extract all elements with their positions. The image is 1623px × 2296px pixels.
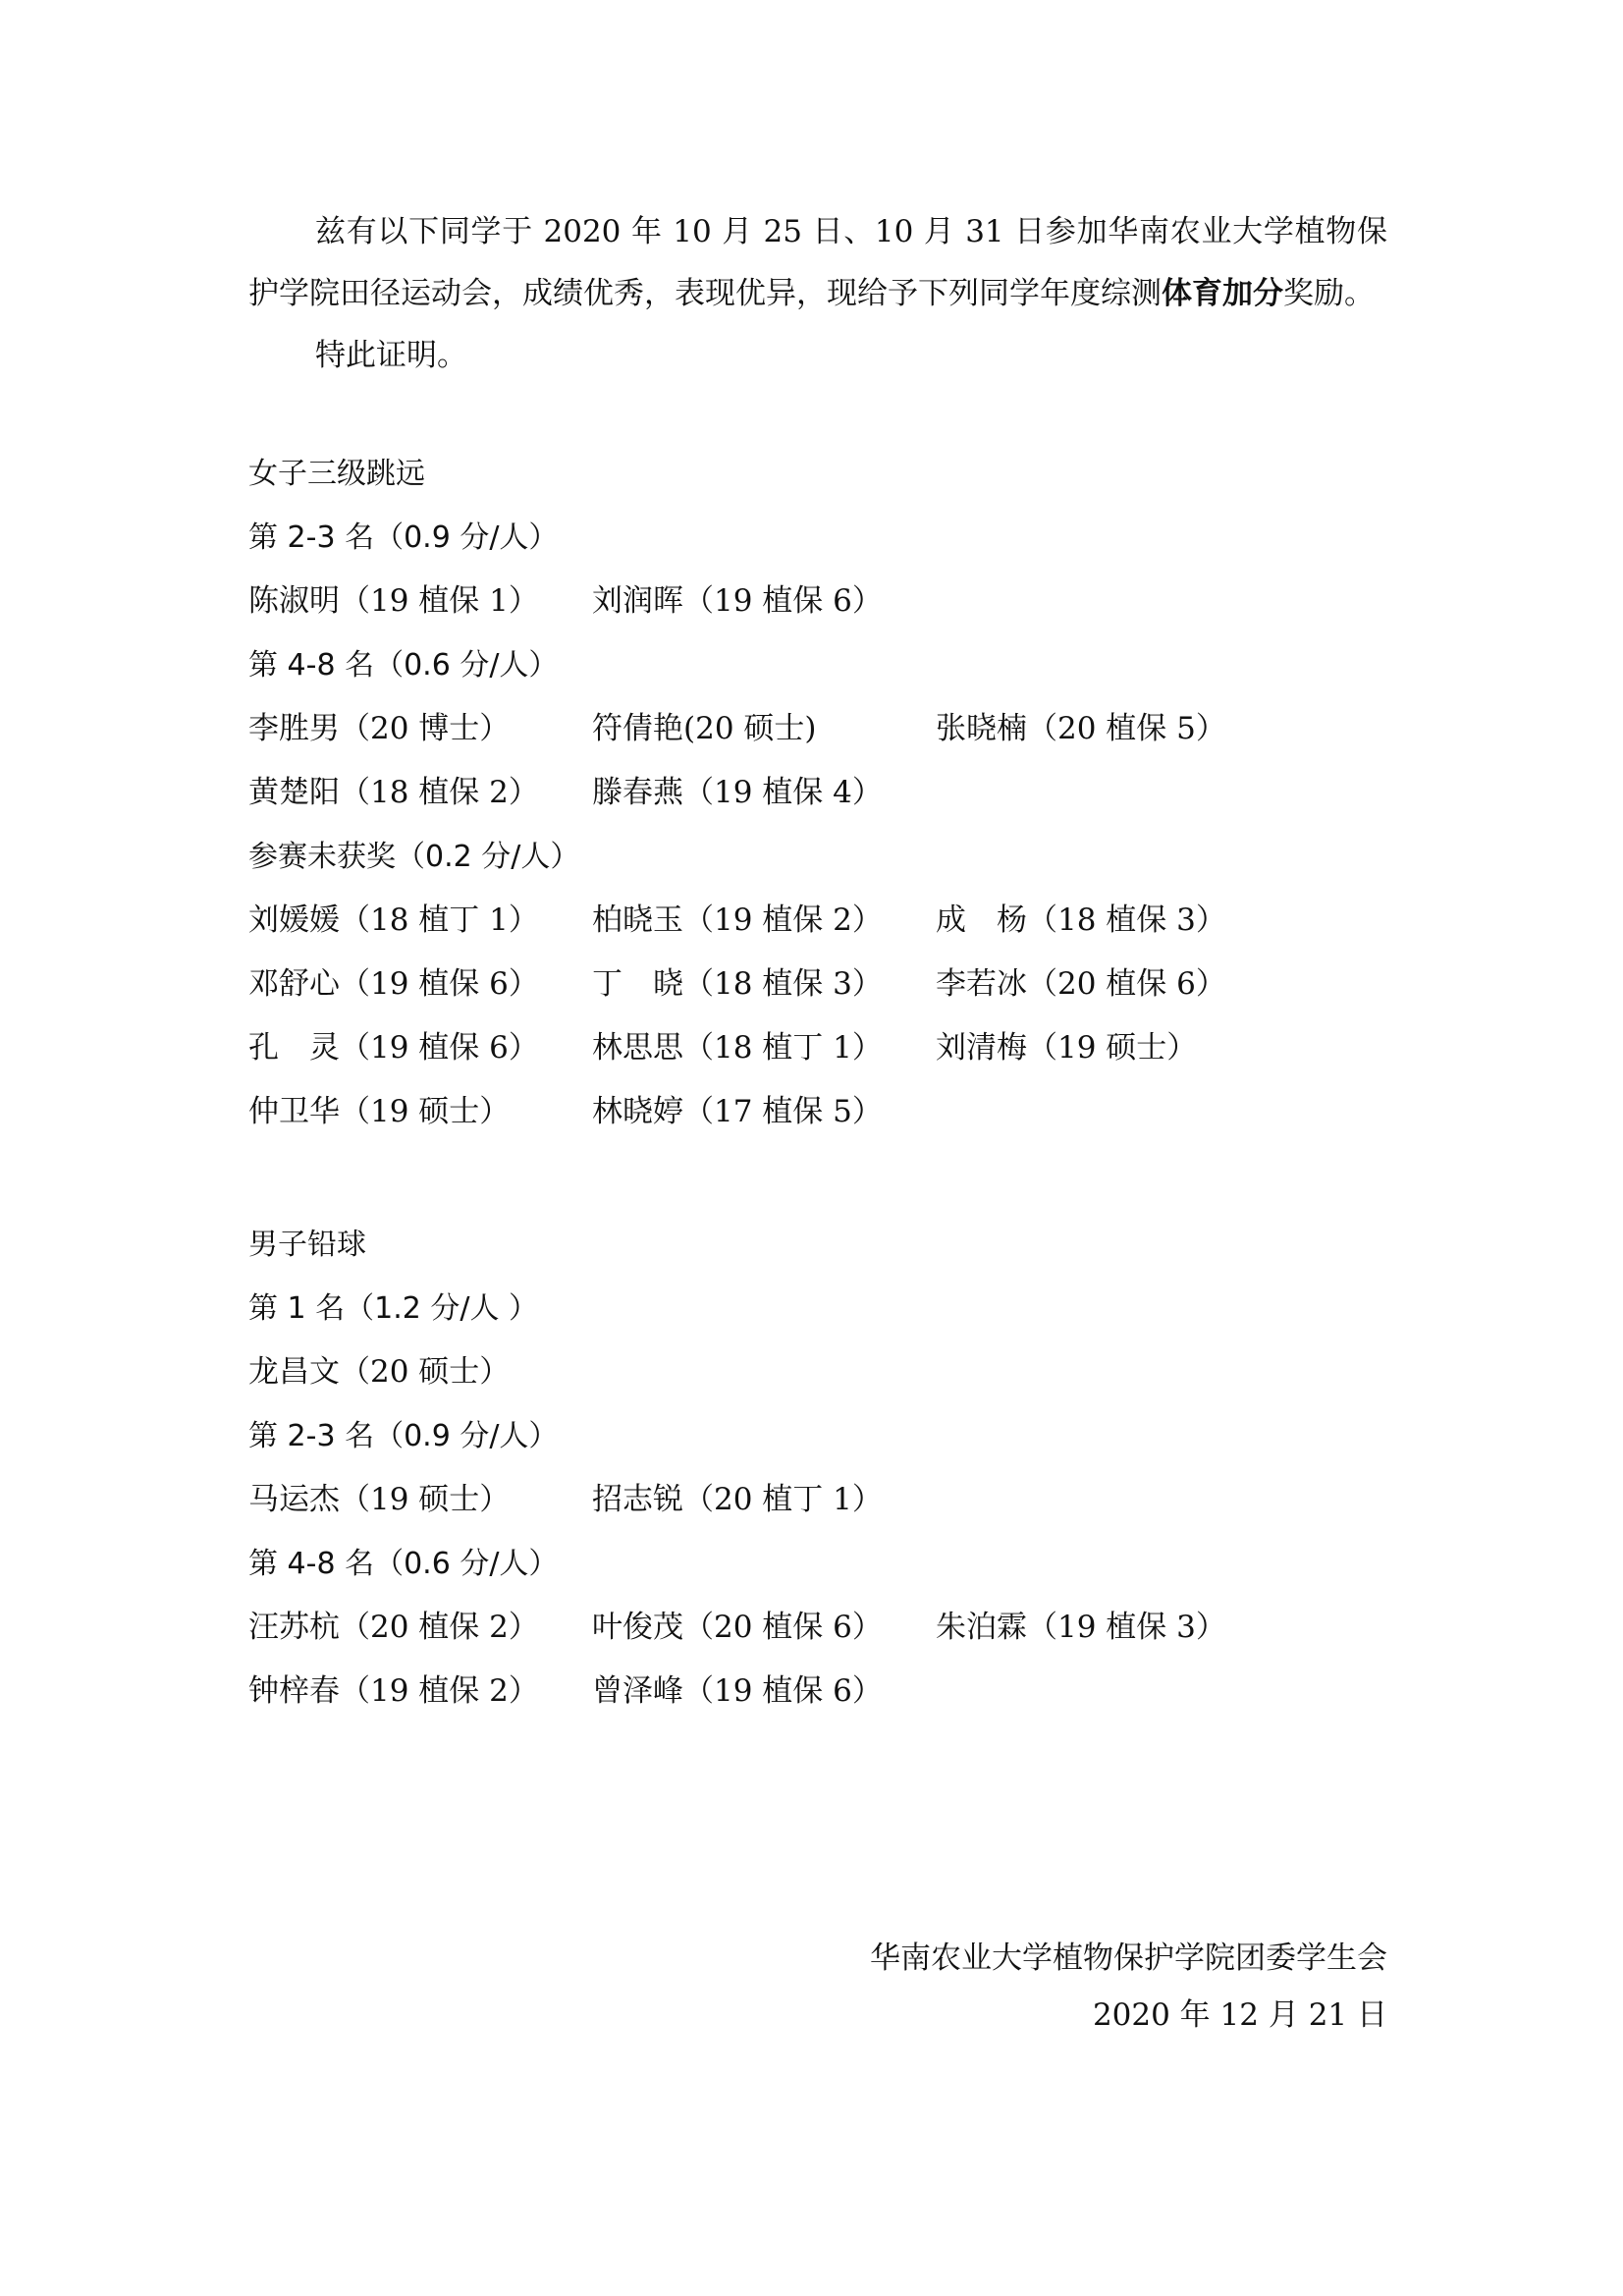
student-entry: 林晓婷（17 植保 5） [592, 1094, 883, 1129]
name-row [248, 1596, 1387, 1660]
event-section [248, 1213, 1387, 1723]
student-entry: 仲卫华（19 硕士） [248, 1094, 511, 1129]
student-entry: 刘清梅（19 硕士） [936, 1030, 1198, 1066]
student-entry: 邓舒心（19 植保 6） [248, 966, 539, 1002]
student-entry: 李胜男（20 博士） [248, 711, 511, 746]
student-entry: 符倩艳(20 硕士) [592, 711, 817, 746]
rank-heading: 第 2-3 名（0.9 分/人） [248, 520, 559, 555]
student-entry: 曾泽峰（19 植保 6） [592, 1673, 883, 1709]
student-entry: 李若冰（20 植保 6） [936, 966, 1226, 1002]
student-entry: 钟梓春（19 植保 2） [248, 1673, 539, 1709]
student-entry: 叶俊茂（20 植保 6） [592, 1610, 883, 1645]
event-section [248, 442, 1387, 1144]
name-row [248, 953, 1387, 1016]
student-entry: 马运杰（19 硕士） [248, 1482, 511, 1517]
event-title: 女子三级跳远 [248, 457, 425, 491]
intro-paragraph [248, 201, 1387, 325]
rank-heading: 第 2-3 名（0.9 分/人） [248, 1419, 559, 1453]
name-row [248, 697, 1387, 761]
events-list [248, 442, 1387, 1723]
student-entry: 林思思（18 植丁 1） [592, 1030, 883, 1066]
student-entry: 丁 晓（18 植保 3） [592, 966, 883, 1002]
name-row [248, 570, 1387, 633]
student-entry: 张晓楠（20 植保 5） [936, 711, 1226, 746]
student-entry: 汪苏杭（20 植保 2） [248, 1610, 539, 1645]
student-entry: 陈淑明（19 植保 1） [248, 583, 539, 619]
name-row [248, 761, 1387, 825]
student-entry: 黄楚阳（18 植保 2） [248, 775, 539, 810]
spacer [248, 1144, 1387, 1213]
student-entry: 成 杨（18 植保 3） [936, 902, 1226, 938]
intro-text-end: 奖励。 [1283, 276, 1375, 311]
signature-org: 华南农业大学植物保护学院团委学生会 [870, 1941, 1387, 1976]
student-entry: 滕春燕（19 植保 4） [592, 775, 883, 810]
name-row [248, 1080, 1387, 1144]
signature-block [870, 1930, 1387, 2044]
name-row [248, 889, 1387, 953]
rank-heading: 参赛未获奖（0.2 分/人） [248, 840, 580, 874]
student-entry: 刘媛媛（18 植丁 1） [248, 902, 539, 938]
name-row [248, 1340, 1387, 1404]
rank-heading: 第 4-8 名（0.6 分/人） [248, 648, 559, 683]
name-row [248, 1468, 1387, 1532]
spacer [248, 387, 1387, 442]
signature-date: 2020 年 12 月 21 日 [1092, 1997, 1387, 2033]
student-entry: 龙昌文（20 硕士） [248, 1354, 511, 1390]
student-entry: 朱泊霖（19 植保 3） [936, 1610, 1226, 1645]
student-entry: 招志锐（20 植丁 1） [592, 1482, 883, 1517]
event-title: 男子铅球 [248, 1228, 366, 1262]
intro-text: 兹有以下同学于 2020 年 10 月 25 日、10 月 31 日参加华南农业大学植物保护学院田径运动会，成绩优秀，表现优异，现给予下列同学年度综测 [248, 214, 1387, 311]
student-entry: 孔 灵（19 植保 6） [248, 1030, 539, 1066]
name-row [248, 1660, 1387, 1723]
closing-line: 特此证明。 [315, 338, 467, 373]
document-body [248, 201, 1387, 1723]
student-entry: 柏晓玉（19 植保 2） [592, 902, 883, 938]
intro-bold-text: 体育加分 [1162, 276, 1283, 311]
rank-heading: 第 1 名（1.2 分/人 ） [248, 1291, 539, 1326]
rank-heading: 第 4-8 名（0.6 分/人） [248, 1547, 559, 1581]
name-row [248, 1016, 1387, 1080]
student-entry: 刘润晖（19 植保 6） [592, 583, 883, 619]
